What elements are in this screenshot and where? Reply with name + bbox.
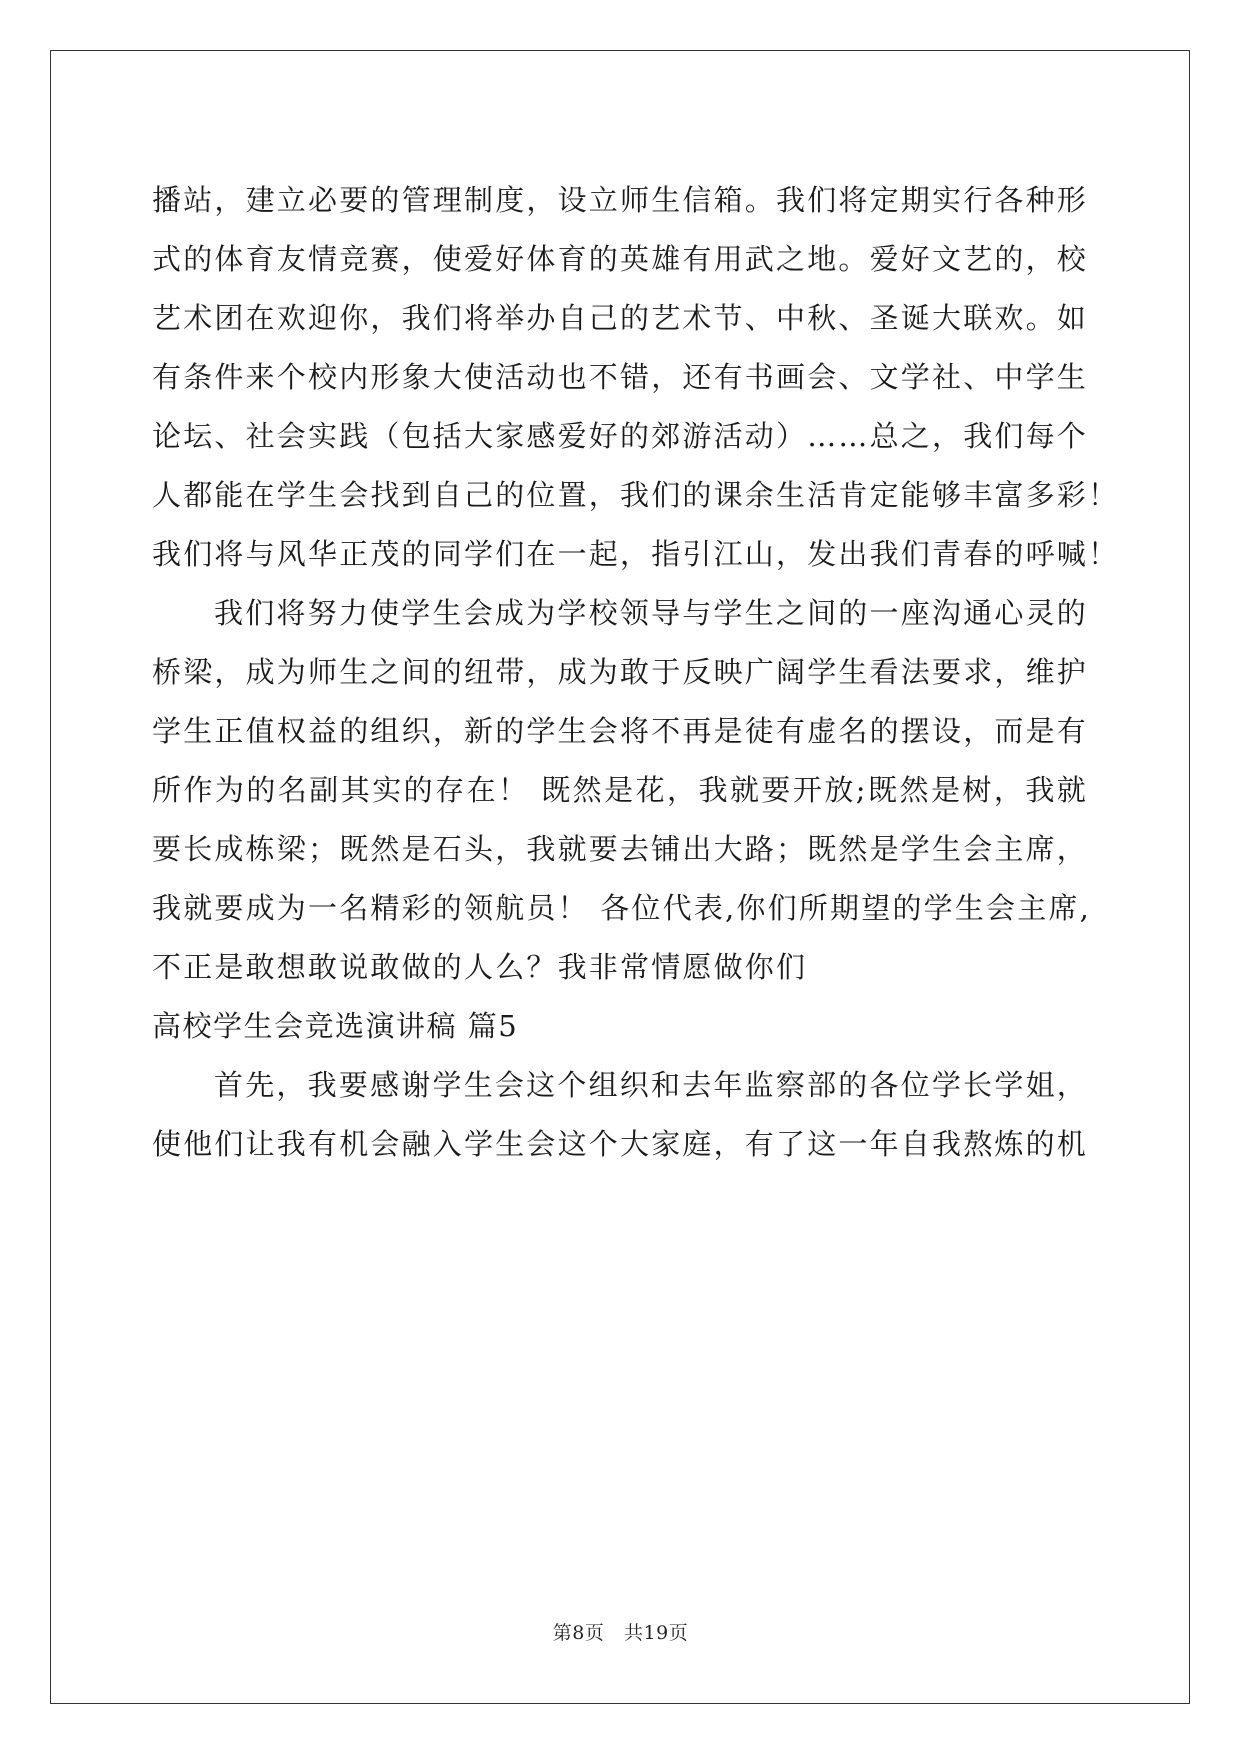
text-line: 学生正值权益的组织，新的学生会将不再是徒有虚名的摆设，而是有 <box>152 714 1089 748</box>
text-line: 所作为的名副其实的存在！ 既然是花，我就要开放;既然是树，我就 <box>152 773 1088 807</box>
text-line: 我们将努力使学生会成为学校领导与学生之间的一座沟通心灵的 <box>214 596 1088 630</box>
text-line: 我就要成为一名精彩的领航员！ 各位代表,你们所期望的学生会主席, <box>152 891 1092 925</box>
page-number: 第8页 <box>552 1622 605 1644</box>
text-line: 桥梁，成为师生之间的纽带，成为敢于反映广阔学生看法要求，维护 <box>152 655 1089 689</box>
text-line: 人都能在学生会找到自己的位置，我们的课余生活肯定能够丰富多彩！ <box>152 478 1120 512</box>
total-pages: 共19页 <box>624 1622 689 1644</box>
text-line: 播站，建立必要的管理制度，设立师生信箱。我们将定期实行各种形 <box>152 183 1089 217</box>
text-line: 使他们让我有机会融入学生会这个大家庭，有了这一年自我熬炼的机 <box>152 1127 1089 1161</box>
document-body <box>152 160 1120 1185</box>
section-heading: 高校学生会竞选演讲稿 篇5 <box>152 1009 519 1043</box>
page-footer <box>0 1618 1241 1645</box>
text-line: 艺术团在欢迎你，我们将举办自己的艺术节、中秋、圣诞大联欢。如 <box>152 301 1089 335</box>
text-line: 首先，我要感谢学生会这个组织和去年监察部的各位学长学姐， <box>214 1068 1088 1102</box>
text-line: 不正是敢想敢说敢做的人么？我非常情愿做你们 <box>152 950 808 984</box>
text-line: 要长成栋梁；既然是石头，我就要去铺出大路；既然是学生会主席， <box>152 832 1089 866</box>
text-line: 论坛、社会实践（包括大家感爱好的郊游活动）……总之，我们每个 <box>152 419 1089 453</box>
text-line: 有条件来个校内形象大使活动也不错，还有书画会、文学社、中学生 <box>152 360 1089 394</box>
text-line: 式的体育友情竞赛，使爱好体育的英雄有用武之地。爱好文艺的，校 <box>152 242 1089 276</box>
text-line: 我们将与风华正茂的同学们在一起，指引江山，发出我们青春的呼喊！ <box>152 537 1120 571</box>
footer-spacer <box>604 1622 624 1644</box>
